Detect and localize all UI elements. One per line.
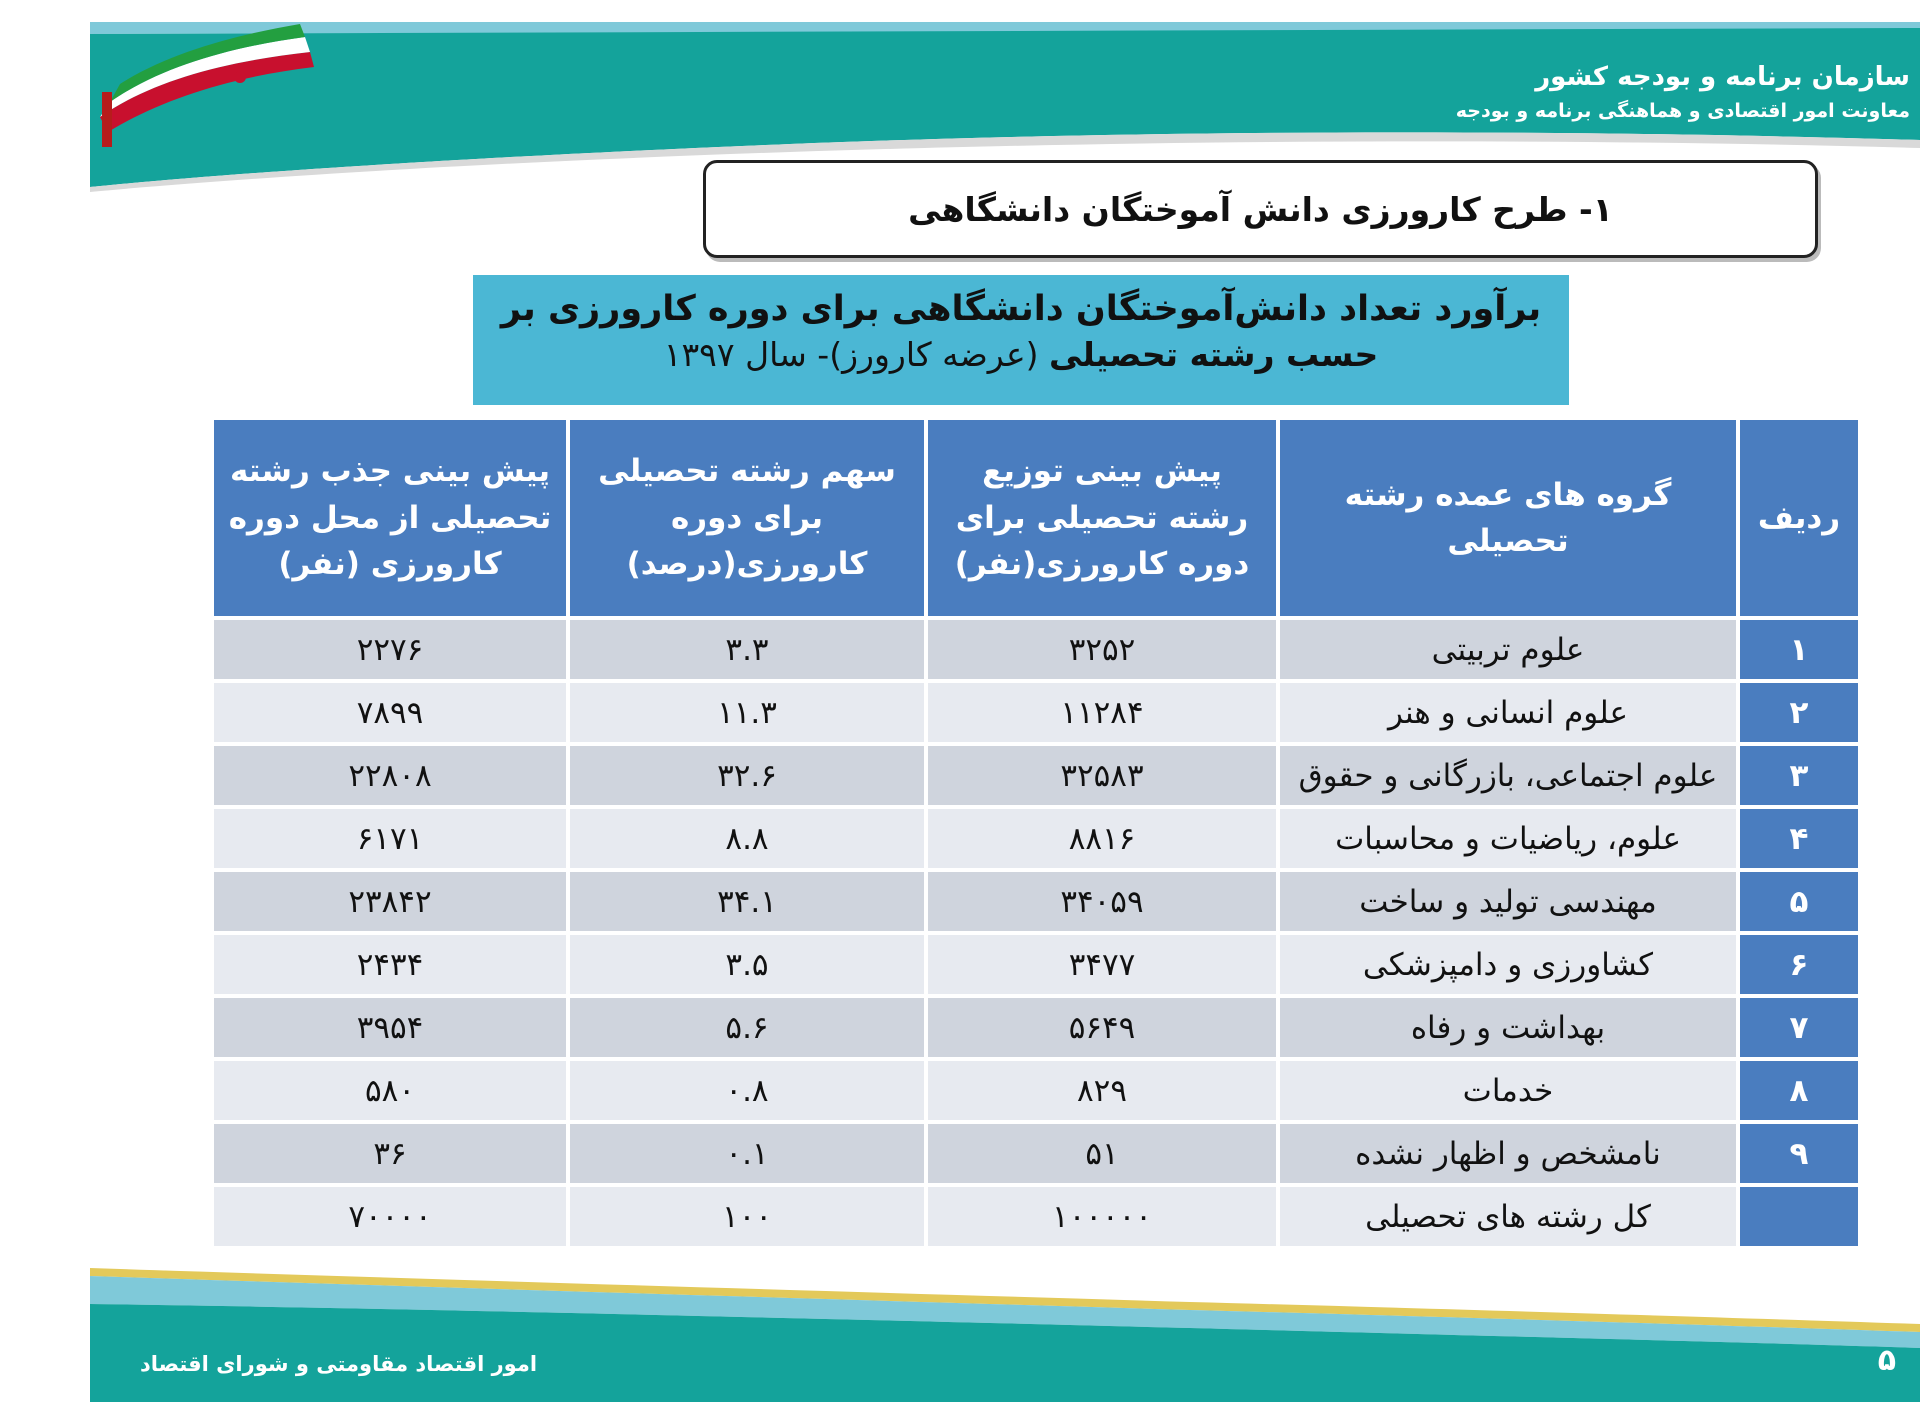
distribution-cell: ۵۶۴۹: [928, 998, 1276, 1057]
header-group: گروه های عمده رشته تحصیلی: [1280, 420, 1736, 616]
table-row: [214, 998, 1858, 1057]
distribution-cell: ۳۴۷۷: [928, 935, 1276, 994]
caption-line-2: [473, 335, 1569, 374]
row-number-cell: ۸: [1740, 1061, 1858, 1120]
page-title: ۱- طرح کارورزی دانش آموختگان دانشگاهی: [703, 160, 1818, 258]
group-cell: نامشخص و اظهار نشده: [1280, 1124, 1736, 1183]
share-cell: ۳.۵: [570, 935, 924, 994]
org-subtitle: معاونت امور اقتصادی و هماهنگی برنامه و بودجه: [1455, 100, 1910, 122]
group-cell: علوم، ریاضیات و محاسبات: [1280, 809, 1736, 868]
absorption-cell: ۷۸۹۹: [214, 683, 566, 742]
table-row: [214, 1187, 1858, 1246]
distribution-cell: ۳۲۵۲: [928, 620, 1276, 679]
group-cell: کل رشته های تحصیلی: [1280, 1187, 1736, 1246]
data-table: [210, 416, 1862, 1250]
distribution-cell: ۳۴۰۵۹: [928, 872, 1276, 931]
row-number-cell: ۷: [1740, 998, 1858, 1057]
table-row: [214, 1124, 1858, 1183]
page-number: ۵: [1877, 1343, 1896, 1378]
group-cell: کشاورزی و دامپزشکی: [1280, 935, 1736, 994]
row-number-cell: ۶: [1740, 935, 1858, 994]
share-cell: ۱۱.۳: [570, 683, 924, 742]
share-cell: ۳.۳: [570, 620, 924, 679]
share-cell: ۸.۸: [570, 809, 924, 868]
share-cell: ۵.۶: [570, 998, 924, 1057]
distribution-cell: ۱۰۰۰۰۰: [928, 1187, 1276, 1246]
iran-flag-icon: [90, 22, 320, 152]
absorption-cell: ۷۰۰۰۰: [214, 1187, 566, 1246]
caption-line-2-bold: حسب رشته تحصیلی: [1049, 335, 1379, 374]
caption-line-2-rest: (عرضه کارورز)- سال ۱۳۹۷: [663, 335, 1050, 374]
footer-band-shape: [90, 1268, 1920, 1402]
table-row: [214, 809, 1858, 868]
absorption-cell: ۳۶: [214, 1124, 566, 1183]
share-cell: ۰.۱: [570, 1124, 924, 1183]
share-cell: ۳۲.۶: [570, 746, 924, 805]
footer-text: امور اقتصاد مقاومتی و شورای اقتصاد: [140, 1352, 538, 1376]
caption-line-1: برآورد تعداد دانش‌آموختگان دانشگاهی برای دوره کارورزی بر: [500, 289, 1542, 329]
group-cell: علوم اجتماعی، بازرگانی و حقوق: [1280, 746, 1736, 805]
table-row: [214, 1061, 1858, 1120]
row-number-cell: ۲: [1740, 683, 1858, 742]
table-row: [214, 620, 1858, 679]
group-cell: خدمات: [1280, 1061, 1736, 1120]
org-title: سازمان برنامه و بودجه کشور: [1535, 62, 1910, 92]
absorption-cell: ۲۳۸۴۲: [214, 872, 566, 931]
absorption-cell: ۲۲۷۶: [214, 620, 566, 679]
row-number-cell: ۵: [1740, 872, 1858, 931]
organization-name: [1456, 62, 1910, 122]
group-cell: بهداشت و رفاه: [1280, 998, 1736, 1057]
group-cell: مهندسی تولید و ساخت: [1280, 872, 1736, 931]
footer-banner: [90, 1268, 1920, 1402]
share-cell: ۱۰۰: [570, 1187, 924, 1246]
header-absorption: پیش بینی جذب رشته تحصیلی از محل دوره کارورزی (نفر): [214, 420, 566, 616]
table-header-row: [214, 420, 1858, 616]
absorption-cell: ۵۸۰: [214, 1061, 566, 1120]
table-row: [214, 746, 1858, 805]
absorption-cell: ۲۴۳۴: [214, 935, 566, 994]
row-number-cell: ۱: [1740, 620, 1858, 679]
row-number-cell: ۹: [1740, 1124, 1858, 1183]
distribution-cell: ۳۲۵۸۳: [928, 746, 1276, 805]
distribution-cell: ۵۱: [928, 1124, 1276, 1183]
group-cell: علوم انسانی و هنر: [1280, 683, 1736, 742]
group-cell: علوم تربیتی: [1280, 620, 1736, 679]
share-cell: ۳۴.۱: [570, 872, 924, 931]
absorption-cell: ۲۲۸۰۸: [214, 746, 566, 805]
absorption-cell: ۶۱۷۱: [214, 809, 566, 868]
row-number-cell: ۳: [1740, 746, 1858, 805]
share-cell: ۰.۸: [570, 1061, 924, 1120]
table-row: [214, 935, 1858, 994]
row-number-cell: ۴: [1740, 809, 1858, 868]
header-share: سهم رشته تحصیلی برای دوره کارورزی(درصد): [570, 420, 924, 616]
distribution-cell: ۸۲۹: [928, 1061, 1276, 1120]
row-number-cell: [1740, 1187, 1858, 1246]
table-row: [214, 683, 1858, 742]
distribution-cell: ۱۱۲۸۴: [928, 683, 1276, 742]
table-caption: [473, 275, 1569, 405]
distribution-cell: ۸۸۱۶: [928, 809, 1276, 868]
header-row-number: ردیف: [1740, 420, 1858, 616]
table-row: [214, 872, 1858, 931]
header-distribution: پیش بینی توزیع رشته تحصیلی برای دوره کارورزی(نفر): [928, 420, 1276, 616]
absorption-cell: ۳۹۵۴: [214, 998, 566, 1057]
